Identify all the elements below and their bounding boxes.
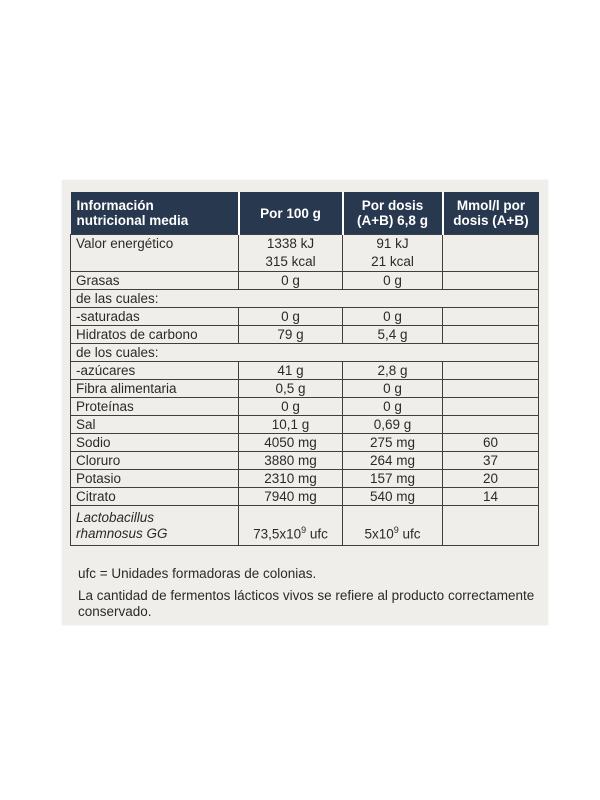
header-mmol-line2: dosis (A+B): [453, 213, 529, 228]
row-mmol: [443, 326, 539, 344]
row-label: Hidratos de carbono: [71, 326, 239, 344]
header-mmol: [443, 192, 539, 235]
row-per100: 2310 mg: [239, 470, 343, 488]
energy-perdose: [343, 235, 443, 272]
lacto-per100-exp: 9: [301, 524, 307, 535]
row-per100: 0 g: [239, 272, 343, 290]
header-per-dose-line1: Por dosis: [361, 198, 424, 213]
row-subheading: de los cuales:: [71, 344, 539, 362]
row-mmol: [443, 362, 539, 380]
row-per100: 0 g: [239, 398, 343, 416]
row-label: Cloruro: [71, 452, 239, 470]
table-row: [71, 380, 539, 398]
row-mmol: [443, 398, 539, 416]
header-per-dose-line2: (A+B) 6,8 g: [357, 213, 428, 228]
row-perdose: 0 g: [343, 398, 443, 416]
row-perdose: 0 g: [343, 272, 443, 290]
row-per100: 4050 mg: [239, 434, 343, 452]
header-row: [71, 192, 539, 235]
row-label: Potasio: [71, 470, 239, 488]
table-row: [71, 470, 539, 488]
row-perdose: 2,8 g: [343, 362, 443, 380]
header-nutrition-info-line1: Información: [76, 198, 154, 213]
table-row: [71, 362, 539, 380]
table-row: [71, 488, 539, 506]
lacto-per100-unit: ufc: [306, 526, 328, 541]
row-per100: 7940 mg: [239, 488, 343, 506]
row-mmol: [443, 272, 539, 290]
row-mmol: [443, 308, 539, 326]
lacto-perdose-base: 5x10: [364, 526, 394, 541]
row-per100: 0 g: [239, 308, 343, 326]
row-label: Fibra alimentaria: [71, 380, 239, 398]
row-perdose: 540 mg: [343, 488, 443, 506]
nutrition-table: [70, 192, 539, 546]
header-per-100g: [239, 192, 343, 235]
energy-per100: [239, 235, 343, 272]
table-row: [71, 308, 539, 326]
row-label: Grasas: [71, 272, 239, 290]
energy-perdose-kcal: 21 kcal: [371, 254, 414, 269]
row-perdose: 0 g: [343, 380, 443, 398]
energy-perdose-kj: 91 kJ: [376, 236, 409, 251]
row-perdose: 157 mg: [343, 470, 443, 488]
row-label: [71, 235, 239, 272]
footnote: [78, 566, 538, 620]
table-row: [71, 434, 539, 452]
table-row: [71, 290, 539, 308]
lacto-label: [71, 506, 239, 546]
table-row: [71, 326, 539, 344]
row-subheading: de las cuales:: [71, 290, 539, 308]
row-per100: 41 g: [239, 362, 343, 380]
row-perdose: 0,69 g: [343, 416, 443, 434]
row-label: -azúcares: [71, 362, 239, 380]
lacto-perdose-unit: ufc: [398, 526, 421, 541]
header-nutrition-info: [71, 192, 239, 235]
row-perdose: 5,4 g: [343, 326, 443, 344]
header-per-100g-label: Por 100 g: [260, 205, 321, 221]
lacto-label-line2: rhamnosus GG: [76, 525, 168, 541]
lacto-mmol: [443, 506, 539, 546]
row-perdose: 275 mg: [343, 434, 443, 452]
row-label: Sodio: [71, 434, 239, 452]
table-row-energy: [71, 235, 539, 272]
header-per-dose: [343, 192, 443, 235]
header-nutrition-info-line2: nutricional media: [76, 213, 189, 228]
row-label: Sal: [71, 416, 239, 434]
row-label: Citrato: [71, 488, 239, 506]
row-mmol: 60: [443, 434, 539, 452]
row-mmol: 20: [443, 470, 539, 488]
table-row: [71, 272, 539, 290]
row-per100: 3880 mg: [239, 452, 343, 470]
header-mmol-line1: Mmol/l por: [456, 198, 526, 213]
energy-per100-kj: 1338 kJ: [266, 236, 315, 251]
row-per100: 0,5 g: [239, 380, 343, 398]
row-mmol: 37: [443, 452, 539, 470]
energy-per100-kcal: 315 kcal: [265, 254, 316, 269]
row-mmol: [443, 416, 539, 434]
energy-label: Valor energético: [76, 236, 174, 251]
nutrition-label-card: [62, 180, 548, 625]
lacto-per100: [239, 506, 343, 546]
row-label: -saturadas: [71, 308, 239, 326]
lacto-perdose-exp: 9: [393, 524, 399, 535]
row-label: Proteínas: [71, 398, 239, 416]
footnote-ufc: ufc = Unidades formadoras de colonias.: [78, 566, 317, 581]
row-per100: 10,1 g: [239, 416, 343, 434]
footnote-conservation: La cantidad de fermentos lácticos vivos se refiere al producto correctamente conservado.: [78, 588, 535, 619]
row-mmol: 14: [443, 488, 539, 506]
lacto-label-line1: Lactobacillus: [76, 509, 155, 525]
table-row-lactobacillus: [71, 506, 539, 546]
table-row: [71, 398, 539, 416]
table-row: [71, 344, 539, 362]
lacto-perdose: [343, 506, 443, 546]
lacto-per100-base: 73,5x10: [253, 526, 302, 541]
table-row: [71, 416, 539, 434]
table-row: [71, 452, 539, 470]
row-perdose: 0 g: [343, 308, 443, 326]
row-mmol: [443, 380, 539, 398]
row-perdose: 264 mg: [343, 452, 443, 470]
row-per100: 79 g: [239, 326, 343, 344]
energy-mmol: [443, 235, 539, 272]
